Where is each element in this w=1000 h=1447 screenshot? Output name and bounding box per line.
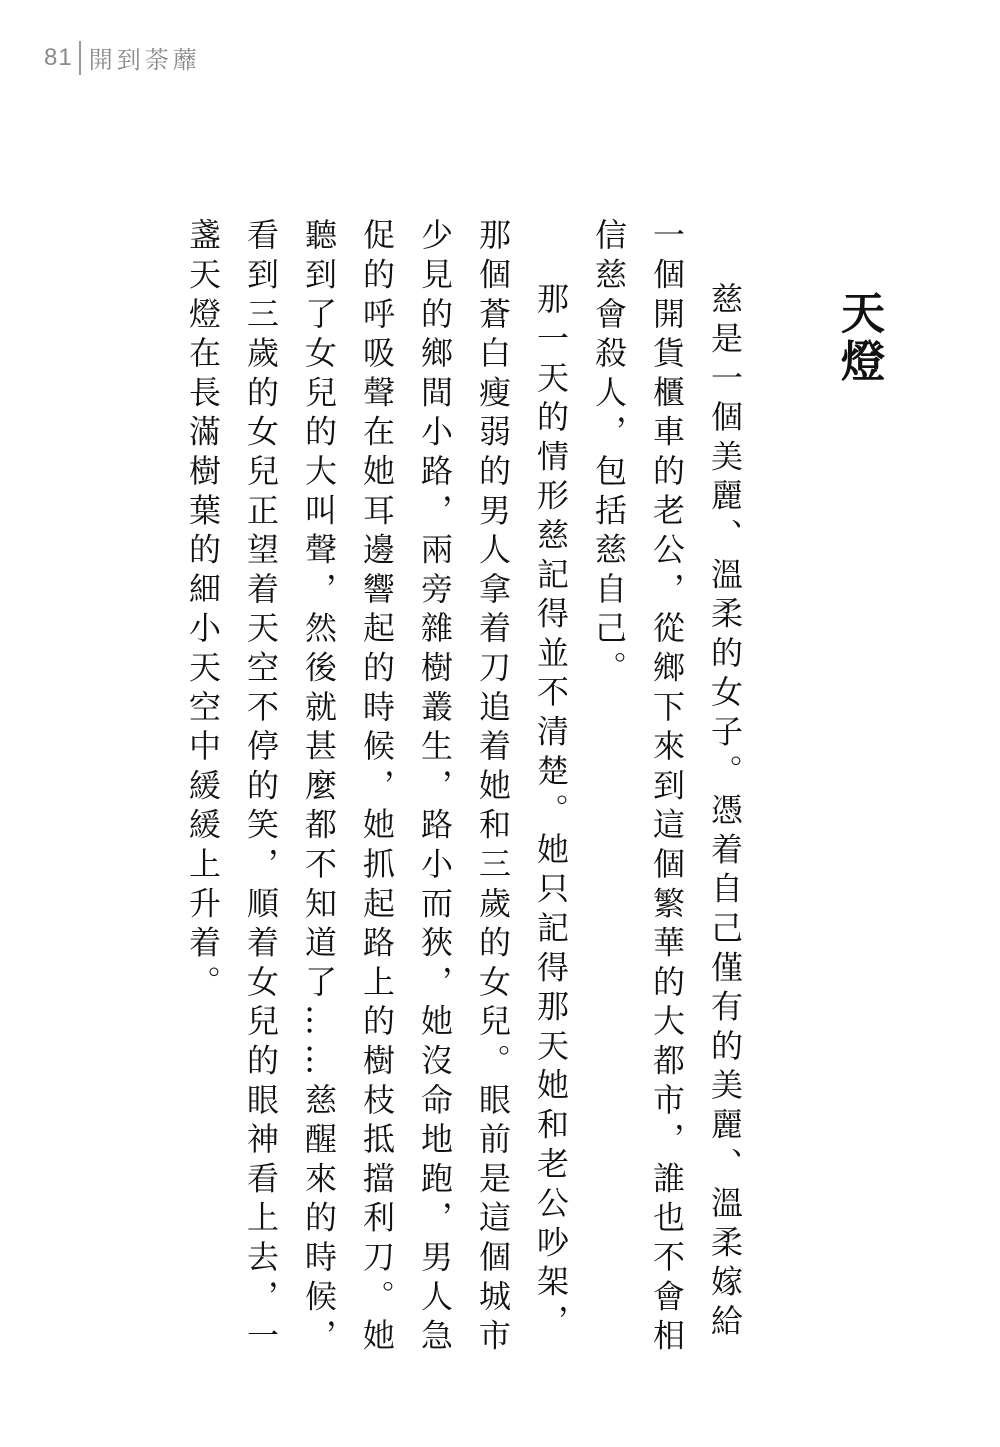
page-header	[44, 40, 201, 75]
story-title: 天燈	[833, 290, 884, 386]
page-number: 81	[44, 43, 73, 71]
story-body	[174, 218, 754, 1358]
header-divider	[79, 41, 81, 75]
book-title: 開到荼蘼	[88, 46, 201, 74]
paragraph-2: 那一天的情形慈記得並不清楚。她只記得那天她和老公吵架，那個蒼白瘦弱的男人拿着刀追着她和三歲的女兒。眼前是這個城市少見的鄉間小路，兩旁雜樹叢生，路小而狹，她沒命地跑，男人急促的呼吸聲在她耳邊響起的時候，她抓起路上的樹枝抵擋利刀。她聽到了女兒的大叫聲，然後就甚麼都不知道了……慈醒來的時候，看到三歲的女兒正望着天空不停的笑，順着女兒的眼神看上去，一盞天燈在長滿樹葉的細小天空中緩緩上升着。	[184, 218, 570, 1358]
paragraph-1: 慈是一個美麗、溫柔的女子。憑着自己僅有的美麗、溫柔嫁給一個開貨櫃車的老公，從鄉下來到這個繁華的大都市，誰也不會相信慈會殺人，包括慈自己。	[590, 218, 744, 1358]
